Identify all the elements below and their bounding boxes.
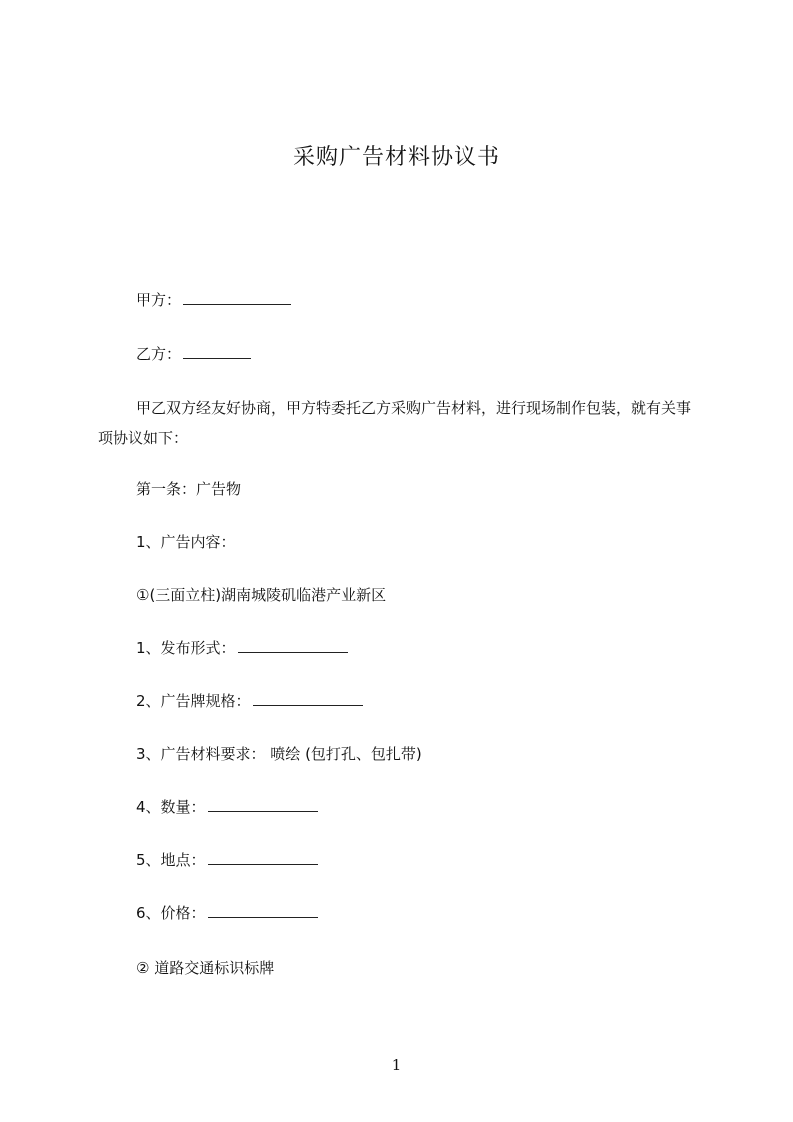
- price-line: [136, 903, 318, 923]
- party-a-line: [136, 290, 291, 310]
- quantity-line: [136, 797, 318, 817]
- content-heading: 1、广告内容：: [136, 533, 236, 551]
- party-b-line: [136, 344, 251, 364]
- page-number: 1: [391, 1056, 402, 1074]
- party-a-blank: [183, 290, 291, 305]
- publish-form-label: 1、发布形式：: [136, 639, 236, 657]
- content-item-1: ①(三面立柱)湖南城陵矶临港产业新区: [136, 586, 387, 604]
- billboard-spec-line: [136, 691, 363, 711]
- location-label: 5、地点：: [136, 851, 206, 869]
- price-blank: [208, 903, 318, 918]
- billboard-spec-blank: [253, 691, 363, 706]
- location-line: [136, 850, 318, 870]
- material-requirement: 3、广告材料要求： 喷绘 (包打孔、包扎带): [136, 745, 422, 763]
- publish-form-line: [136, 638, 348, 658]
- party-b-blank: [183, 344, 251, 359]
- location-blank: [208, 850, 318, 865]
- content-item-2: ② 道路交通标识标牌: [136, 959, 275, 977]
- quantity-blank: [208, 797, 318, 812]
- party-a-label: 甲方：: [136, 291, 182, 309]
- party-b-label: 乙方：: [136, 345, 182, 363]
- document-title: 采购广告材料协议书: [292, 145, 500, 170]
- quantity-label: 4、数量：: [136, 798, 206, 816]
- billboard-spec-label: 2、广告牌规格：: [136, 692, 251, 710]
- intro-paragraph: 甲乙双方经友好协商，甲方特委托乙方采购广告材料，进行现场制作包装，就有关事项协议如下：: [98, 399, 692, 447]
- price-label: 6、价格：: [136, 904, 206, 922]
- article-1-heading: 第一条：广告物: [136, 480, 242, 498]
- publish-form-blank: [238, 638, 348, 653]
